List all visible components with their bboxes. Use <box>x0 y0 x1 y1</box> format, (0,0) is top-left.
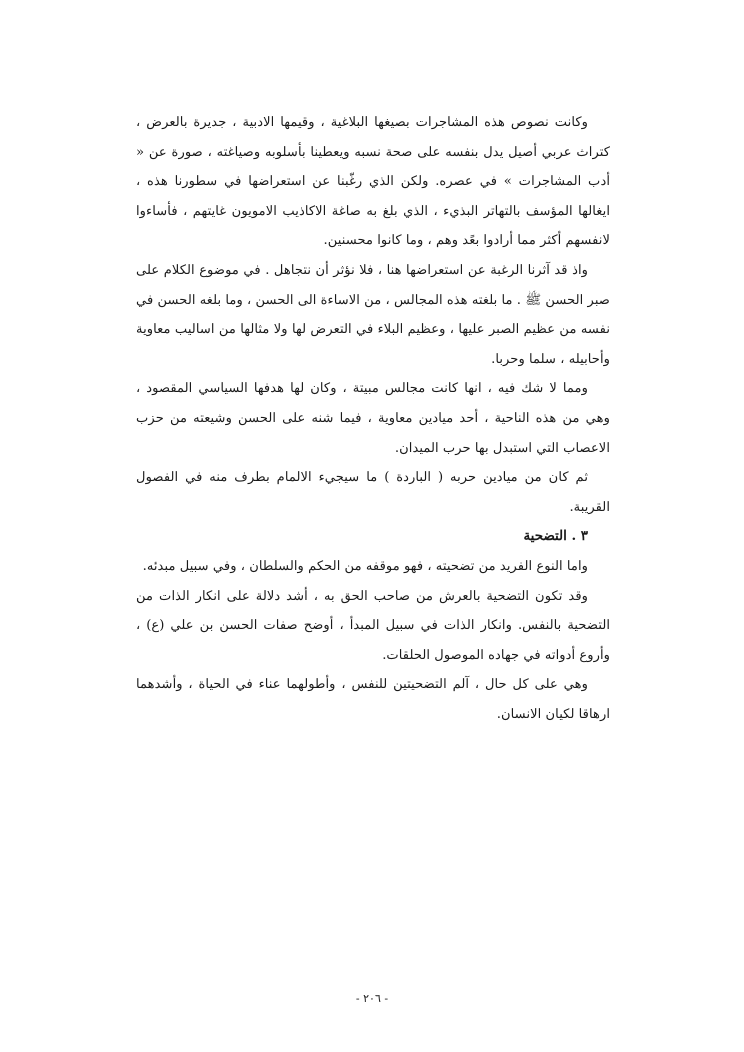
body-text <box>136 108 610 729</box>
paragraph-3: ومما لا شك فيه ، انها كانت مجالس مبيتة ، وكان لها هدفها السياسي المقصود ، وهي من هذه الناحية ، أحد ميادين معاوية ، فيما شنه على الحسن وشيعته من حزب الاعصاب التي استبدل بها حرب الميدان. <box>136 381 610 456</box>
paragraph-5: واما النوع الفريد من تضحيته ، فهو موقفه من الحكم والسلطان ، وفي سبيل مبدئه. <box>142 558 588 574</box>
paragraph-1: وكانت نصوص هذه المشاجرات بصيغها البلاغية ، وقيمها الادبية ، جديرة بالعرض ، كتراث عربي أصيل يدل بنفسه على صحة نسبه ويعطينا بأسلوبه وصياغته ، صورة عن « أدب المشاجرات » في عصره. ولكن الذي رغّبنا عن استعراضها في سطورنا هذه ، ايغالها المؤسف بالتهاتر البذيء ، الذي بلغ به صاغة الاكاذيب الامويون غايتهم ، فأساءوا لانفسهم أكثر مما أرادوا بعًد وهم ، وما كانوا محسنين. <box>136 115 610 249</box>
paragraph-6: وقد تكون التضحية بالعرش من صاحب الحق به ، أشد دلالة على انكار الذات من التضحية بالنفس. وانكار الذات في سبيل المبدأ ، أوضح صفات الحسن بن علي (ع) ، وأروع أدواته في جهاده الموصول الحلقات. <box>136 588 610 663</box>
section-heading: ٣ . التضحية <box>523 528 588 545</box>
paragraph-2: واذ قد آثرنا الرغبة عن استعراضها هنا ، فلا نؤثر أن نتجاهل . في موضوع الكلام على صبر الحسن ﷺ . ما بلغته هذه المجالس ، من الاساءة الى الحسن ، وما بلغه الحسن في نفسه من عظيم الصبر عليها ، وعظيم البلاء في التعرض لها ولا مثالها من اساليب معاوية وأحابيله ، سلما وحربا. <box>136 262 610 367</box>
paragraph-7: وهي على كل حال ، آلم التضحيتين للنفس ، وأطولهما عناء في الحياة ، وأشدهما ارهاقا لكيان الانسان. <box>136 677 610 722</box>
page-number: - ٢٠٦ - <box>355 992 389 1005</box>
paragraph-4: ثم كان من ميادين حربه ( الباردة ) ما سيجيء الالمام بطرف منه في الفصول القريبة. <box>136 470 610 515</box>
